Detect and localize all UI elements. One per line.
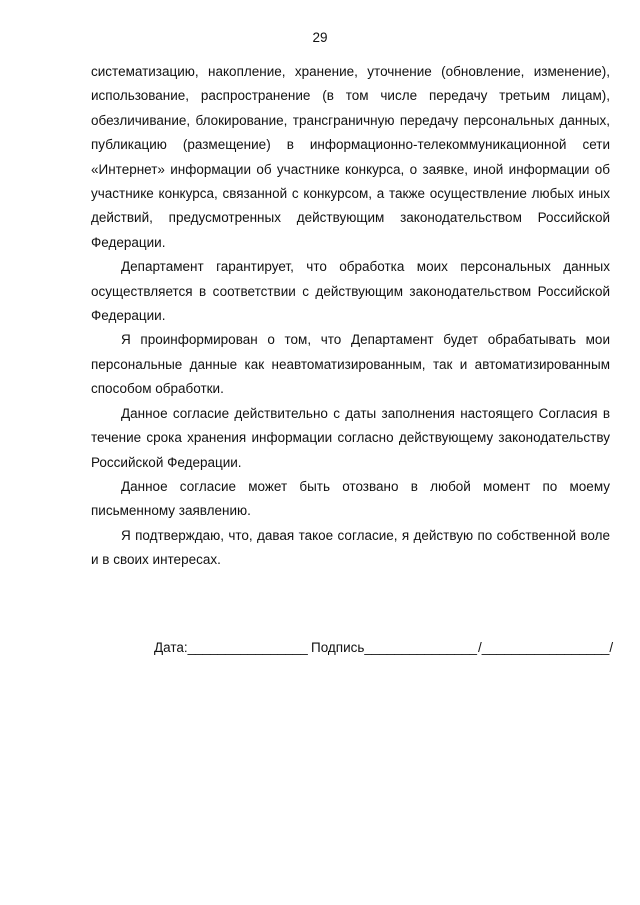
page-number: 29 <box>312 30 328 45</box>
paragraph-department-guarantee: Департамент гарантирует, что обработка моих персональных данных осуществляется в соответствии с действующим законодательством Российской Федерации. <box>91 259 610 324</box>
paragraph-consent-validity: Данное согласие действительно с даты заполнения настоящего Согласия в течение срока хранения информации согласно действующему законодательству Российской Федерации. <box>91 405 610 470</box>
date-field: Дата:________________ <box>154 640 308 655</box>
paragraph-free-will: Я подтверждаю, что, давая такое согласие, я действую по собственной воле и в своих интересах. <box>91 527 610 568</box>
paragraph-processing-methods: Я проинформирован о том, что Департамент будет обрабатывать мои персональные данные как неавтоматизированным, так и автоматизированным способом обработки. <box>91 332 610 397</box>
consent-body <box>91 60 610 573</box>
paragraph-consent-withdrawal: Данное согласие может быть отозвано в любой момент по моему письменному заявлению. <box>91 478 610 519</box>
paragraph-processing-actions: систематизацию, накопление, хранение, уточнение (обновление, изменение), использование, распространение (в том числе передачу третьим лицам), обезличивание, блокирование, трансграничную передачу персональных данных, публикацию (размещение) в информационно-телекоммуникационной сети «Интернет» информации об участнике конкурса, о заявке, иной информации об участнике конкурса, связанной с конкурсом, а также осуществление любых иных действий, предусмотренных действующим законодательством Российской Федерации. <box>91 64 610 250</box>
name-field: /_________________/ <box>478 640 614 655</box>
signature-field: Подпись_______________ <box>311 640 478 655</box>
